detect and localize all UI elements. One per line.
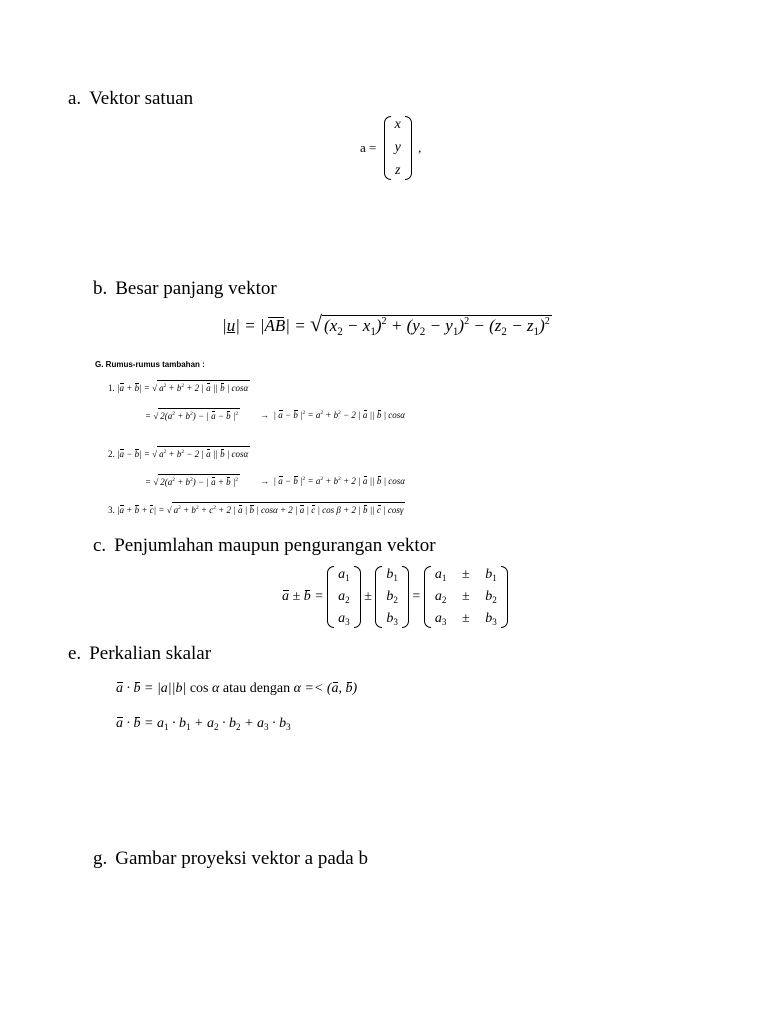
unit-vector-z: z: [394, 163, 401, 178]
scalar-product-formula-1: a · b = |a||b| cos α atau dengan α =< (a, b): [116, 681, 358, 696]
rumus-tambahan-title: G. Rumus-rumus tambahan :: [95, 360, 205, 369]
scalar-product-connector: atau dengan: [222, 681, 291, 696]
matrix-b: $b_1$ $b_2$ $b_3$: [375, 566, 409, 628]
rumus-2-line-1: 2. |a − b| = √ $a^2 + b^2 - 2$ | a || b | cosα: [108, 446, 250, 460]
rumus-2-line-2: = √ $2(a^2 + b^2)$ − | a + b $|^2$: [145, 474, 240, 488]
section-e-label: e.: [68, 643, 82, 664]
section-b-heading: [93, 278, 277, 300]
unit-vector-x: x: [394, 117, 401, 132]
unit-vector-formula: [360, 116, 421, 180]
rumus-2-line-3: → | a − b $|^2 = a^2 + b^2 + 2$ | a || b | cosα: [260, 475, 406, 486]
rumus-3-line-1: 3. |a + b + c| = √ $a^2 + b^2 + c^2 + 2$ | a | b | cosα + 2 | a | c | cos β + 2 | b || c | cosγ: [108, 502, 405, 516]
matrix-result: $a_1$ ± $b_1$ $a_2$ ± $b_2$ $a_3$ ± $b_3$: [424, 566, 508, 628]
rumus-1-line-1: 1. |a + b| = √ $a^2 + b^2 + 2$ | a || b | cosα: [108, 380, 250, 394]
unit-vector-comma: ,: [418, 140, 422, 155]
section-c-heading: [93, 535, 436, 557]
vector-addition-formula: a ± b = $a_1$ $a_2$ $a_3$ ± $b_1$ $b_2$ $b_3$ = $a_1$ ± $b_1$ $a_2$ ± $b_2$ $a_3$ ± $b_3$: [282, 566, 508, 628]
section-e-title: Perkalian skalar: [89, 643, 212, 664]
section-g-label: g.: [93, 848, 108, 869]
section-a-heading: [68, 88, 193, 110]
section-a-title: Vektor satuan: [89, 88, 194, 109]
rumus-1-line-2: = √ $2(a^2 + b^2)$ − | a − b $|^2$: [145, 408, 240, 422]
matrix-a: $a_1$ $a_2$ $a_3$: [327, 566, 361, 628]
vector-length-formula: |u| = |AB| = √ $(x_2 - x_1)^2 + (y_2 - y_1)^2 - (z_2 - z_1)^2$: [222, 311, 550, 338]
rumus-1-line-3: → | a − b $|^2 = a^2 + b^2 - 2$ | a || b | cosα: [260, 409, 406, 420]
unit-vector-y: y: [394, 140, 401, 155]
section-a-label: a.: [68, 88, 82, 109]
unit-vector-lhs: a =: [360, 140, 377, 155]
scalar-product-formula-2: $a \cdot b = a_1 \cdot b_1 + a_2 \cdot b_2 + a_3 \cdot b_3$: [116, 716, 291, 733]
rumus-2-number: 2.: [108, 448, 115, 459]
section-c-label: c.: [93, 535, 107, 556]
rumus-3-number: 3.: [108, 504, 115, 515]
section-b-title: Besar panjang vektor: [115, 278, 277, 299]
section-e-heading: [68, 643, 211, 665]
unit-vector-matrix: [384, 116, 412, 180]
section-c-title: Penjumlahan maupun pengurangan vektor: [114, 535, 436, 556]
rumus-1-number: 1.: [108, 382, 115, 393]
section-b-label: b.: [93, 278, 108, 299]
section-g-heading: [93, 848, 368, 870]
section-g-title: Gambar proyeksi vektor a pada b: [115, 848, 368, 869]
